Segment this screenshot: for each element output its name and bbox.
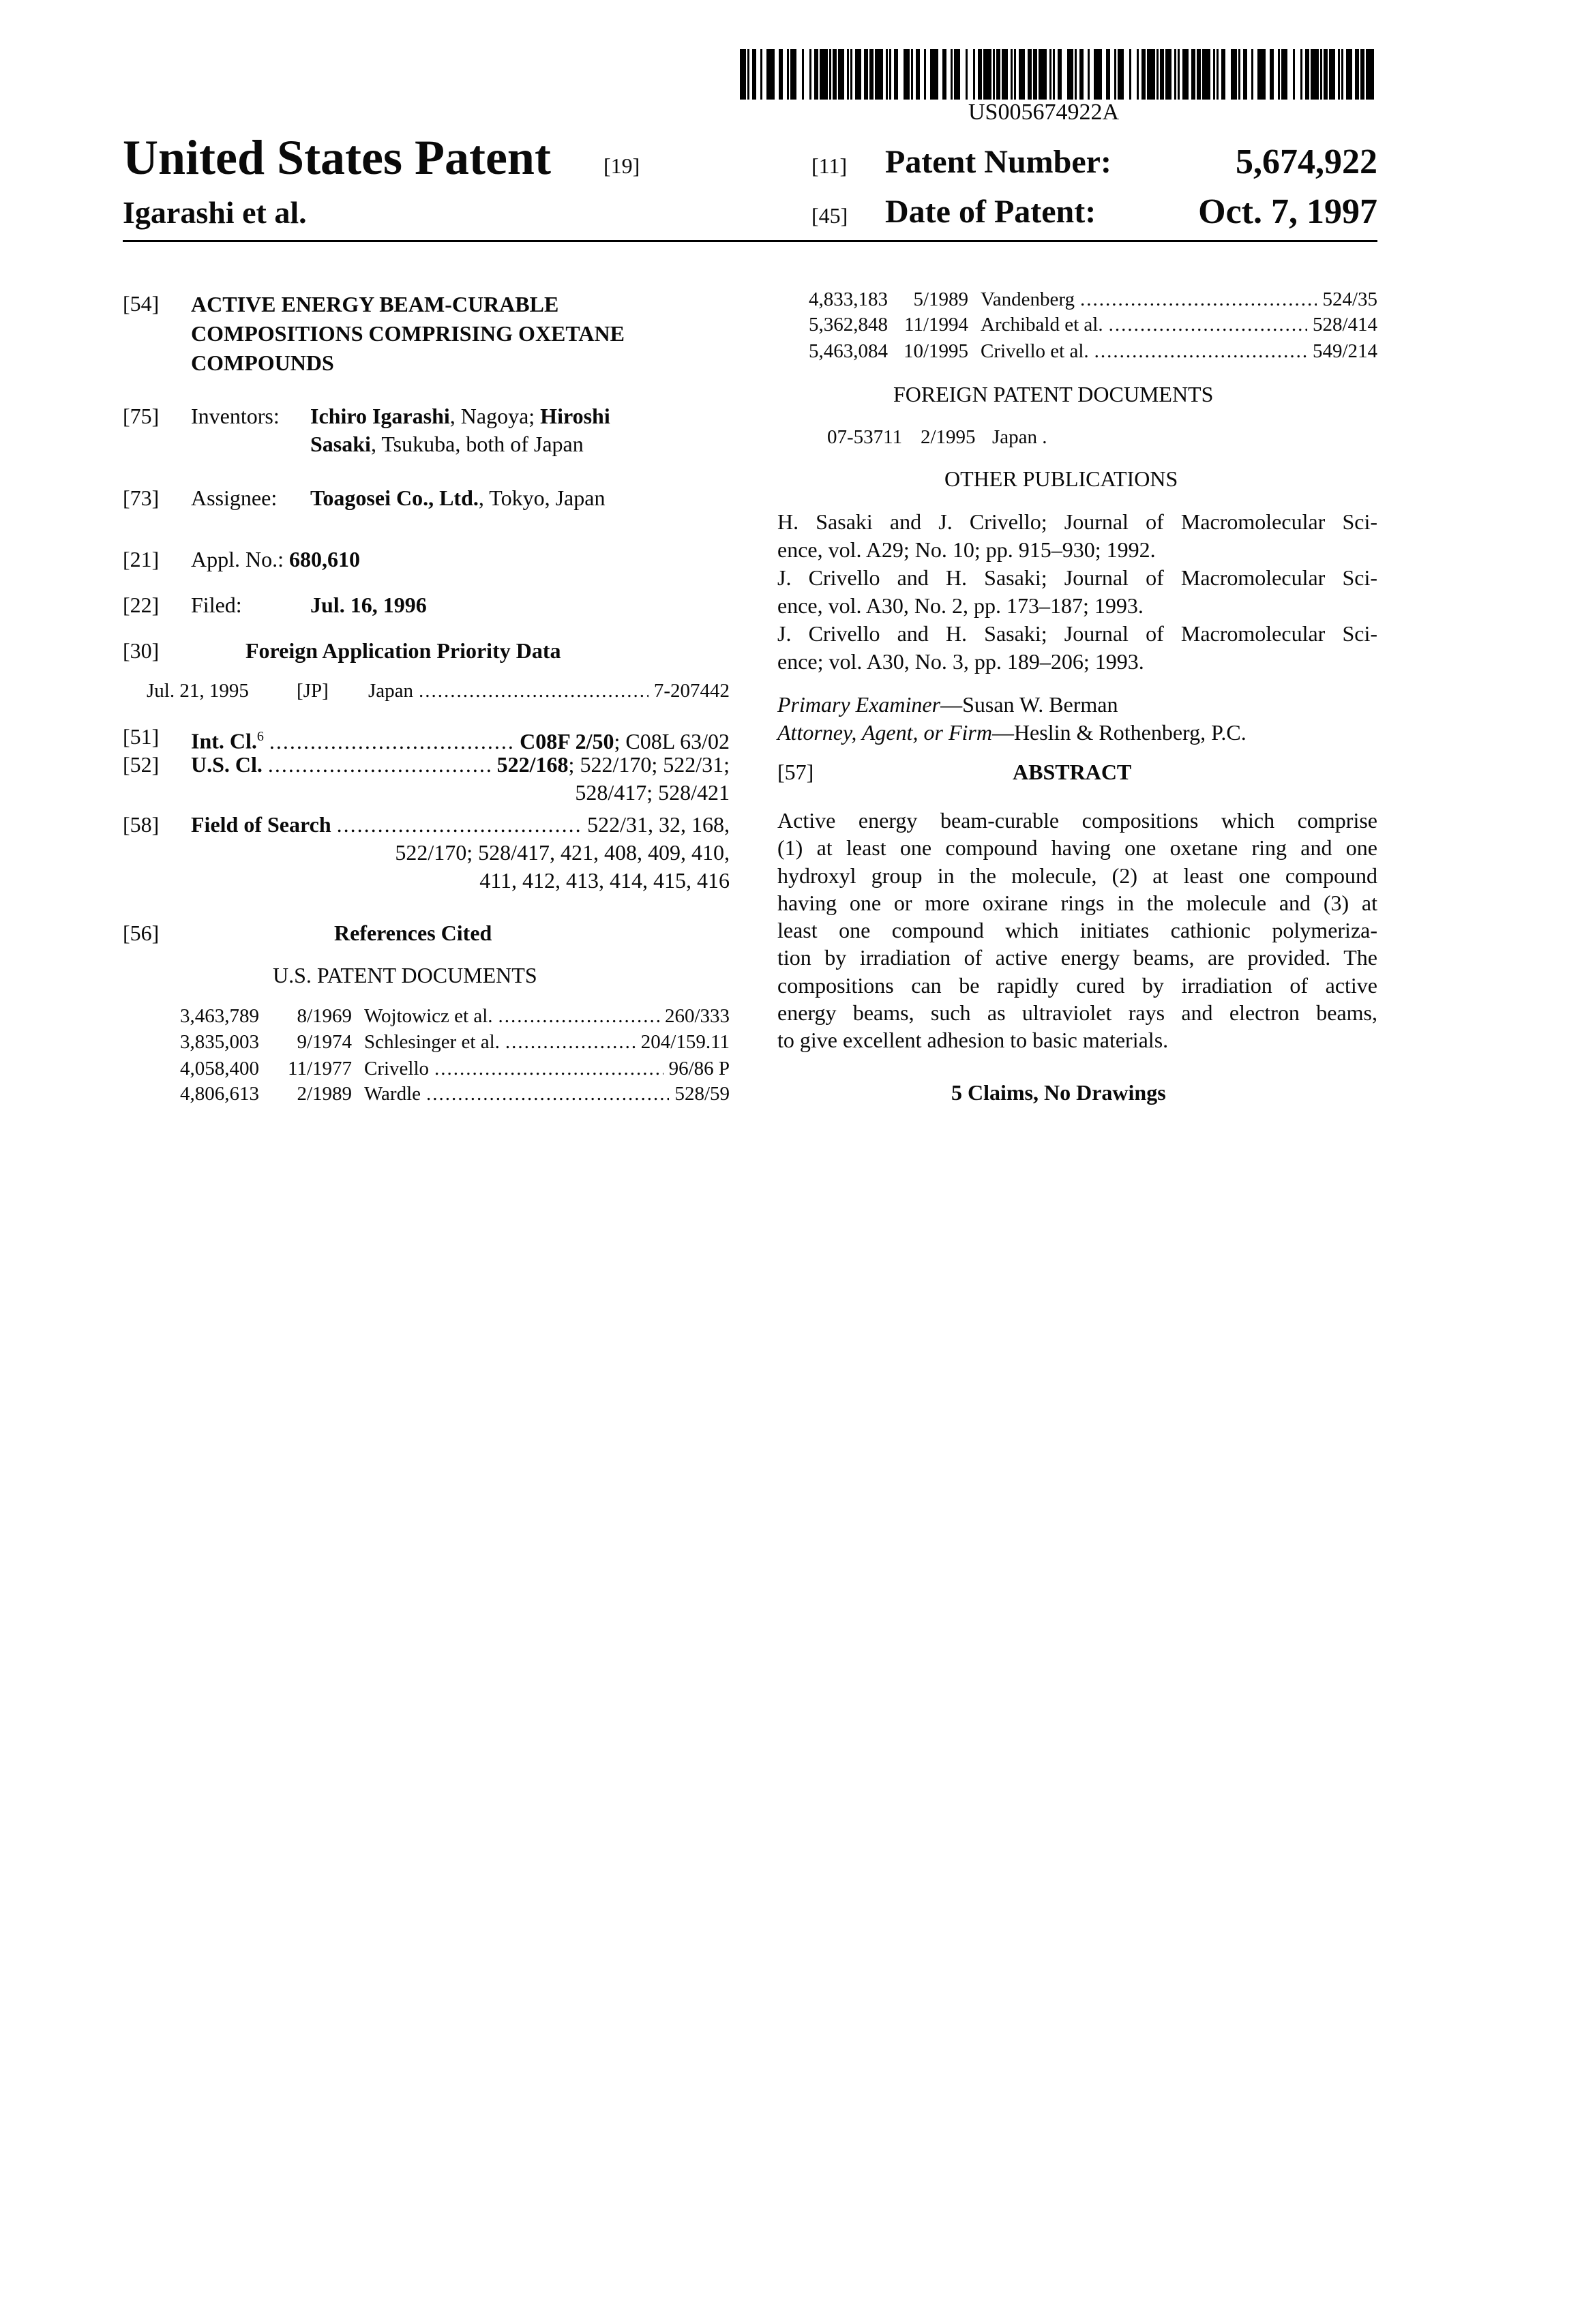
reference-row (150, 1081, 730, 1107)
search-label: Field of Search (191, 811, 331, 839)
inventors-code: [75] (123, 402, 159, 430)
barcode-bar (1156, 49, 1159, 100)
inventor-name: Hiroshi (540, 404, 610, 428)
barcode-bar (951, 49, 953, 100)
intcl-main: C08F 2/50 (520, 728, 614, 756)
barcode-bar (1033, 49, 1037, 100)
abstract-line: hydroxyl group in the molecule, (2) at least one compound (777, 862, 1377, 889)
reference-row (150, 1003, 730, 1029)
filed-code: [22] (123, 591, 159, 619)
invention-title (191, 290, 625, 378)
reference-row (150, 1056, 730, 1082)
foreign-heading: FOREIGN PATENT DOCUMENTS (893, 381, 1213, 408)
examiner (777, 691, 1118, 719)
barcode-bar (752, 49, 756, 100)
examiner-name: —Susan W. Berman (940, 692, 1118, 717)
reference-number: 5,362,848 (777, 312, 888, 338)
barcode-bar (1270, 49, 1274, 100)
reference-date: 11/1977 (259, 1056, 352, 1082)
barcode-bar (1329, 49, 1335, 100)
barcode-bar (1197, 49, 1201, 100)
uscl-label: U.S. Cl. (191, 751, 263, 779)
barcode-bar (1002, 49, 1008, 100)
assignee-code: [73] (123, 484, 159, 512)
refs-heading: References Cited (334, 919, 492, 947)
barcode-bar (833, 49, 837, 100)
reference-class: 96/86 P (669, 1056, 730, 1082)
patent-number-code: [11] (811, 153, 847, 179)
reference-number: 4,806,613 (150, 1081, 259, 1107)
dot-leader (419, 678, 648, 704)
priority-number: 7-207442 (654, 678, 730, 704)
barcode-bar (1238, 49, 1240, 100)
barcode-bar (1178, 49, 1180, 100)
abstract-code: [57] (777, 758, 814, 786)
intcl-edition: 6 (257, 729, 264, 744)
barcode-bar (875, 49, 883, 100)
dot-leader (1094, 338, 1307, 364)
date-code: [45] (811, 203, 848, 228)
barcode-bar (1355, 49, 1359, 100)
barcode-bar (1251, 49, 1253, 100)
publication-line: ence, vol. A30, No. 2, pp. 173–187; 1993. (777, 592, 1377, 620)
abstract-line: compositions can be rapidly cured by irradiation of active (777, 972, 1377, 999)
dot-leader (505, 1029, 636, 1055)
search-row (191, 811, 730, 839)
barcode-bar (1243, 49, 1247, 100)
barcode-bar (1014, 49, 1016, 100)
barcode-bar (978, 49, 982, 100)
appl-code: [21] (123, 546, 159, 573)
uscl-row (191, 751, 730, 779)
priority-date: Jul. 21, 1995 (147, 678, 297, 704)
reference-name: Archibald et al. (981, 312, 1103, 338)
barcode-bar (993, 49, 995, 100)
barcode-bar (1049, 49, 1051, 100)
reference-row (777, 338, 1377, 364)
barcode-bar (911, 49, 913, 100)
reference-class: 528/59 (674, 1081, 730, 1107)
barcode-bar (1141, 49, 1146, 100)
reference-number: 4,058,400 (150, 1056, 259, 1082)
barcode-bar (1067, 49, 1073, 100)
attorney (777, 719, 1247, 747)
reference-class: 260/333 (665, 1003, 730, 1029)
barcode-bar (1079, 49, 1084, 100)
abstract-line: Active energy beam-curable compositions which comprise (777, 807, 1377, 834)
search-line1: 522/31, 32, 168, (587, 811, 730, 839)
dot-leader (434, 1056, 663, 1082)
barcode-bar (1338, 49, 1340, 100)
title-code-54: [54] (123, 290, 159, 318)
reference-number: 3,835,003 (150, 1029, 259, 1055)
appl (191, 546, 360, 573)
inventor-city: , Nagoya; (450, 404, 540, 428)
barcode-bar (1053, 49, 1055, 100)
barcode-bar (1346, 49, 1352, 100)
filed-date: Jul. 16, 1996 (310, 591, 427, 619)
patent-number: 5,674,922 (1236, 142, 1377, 182)
barcode-bar (1019, 49, 1025, 100)
search-code: [58] (123, 811, 159, 839)
barcode-bar (1147, 49, 1155, 100)
barcode-bar (779, 49, 783, 100)
foreign-date: 2/1995 (921, 424, 976, 450)
barcode-bar (809, 49, 811, 100)
barcode-bar (1320, 49, 1322, 100)
reference-row (777, 312, 1377, 338)
barcode-bar (1221, 49, 1225, 100)
barcode-bar (1182, 49, 1189, 100)
barcode-bar (1088, 49, 1090, 100)
header-rule (123, 240, 1377, 242)
inventors-line2 (310, 430, 584, 458)
patent-date: Oct. 7, 1997 (1198, 192, 1377, 232)
barcode-bar (1231, 49, 1237, 100)
reference-class: 528/414 (1313, 312, 1377, 338)
inventor-city: , Tsukuba, both of Japan (371, 432, 584, 456)
reference-date: 8/1969 (259, 1003, 352, 1029)
reference-class: 204/159.11 (641, 1029, 730, 1055)
barcode-bar (864, 49, 868, 100)
publication-line: J. Crivello and H. Sasaki; Journal of Macromolecular Sci- (777, 564, 1377, 592)
priority-heading: Foreign Application Priority Data (245, 637, 561, 665)
barcode-bar (1094, 49, 1102, 100)
priority-row (147, 678, 730, 704)
appl-label: Appl. No.: (191, 547, 284, 571)
title-code: [19] (603, 153, 640, 179)
barcode-bar (1106, 49, 1110, 100)
filed-label: Filed: (191, 591, 242, 619)
uscl-code: [52] (123, 751, 159, 779)
uscl-main: 522/168 (497, 751, 569, 779)
barcode-bar (1039, 49, 1047, 100)
publication-line: ence; vol. A30, No. 3, pp. 189–206; 1993. (777, 648, 1377, 676)
barcode-bar (760, 49, 762, 100)
barcode-bar (1058, 49, 1062, 100)
barcode-bar (924, 49, 926, 100)
dot-leader (1109, 312, 1307, 338)
reference-date: 10/1995 (888, 338, 968, 364)
barcode-bar (983, 49, 991, 100)
barcode-bar (1281, 49, 1287, 100)
barcode-bar (1118, 49, 1124, 100)
barcode-bar (787, 49, 789, 100)
barcode-bar (740, 49, 746, 100)
dot-leader (337, 811, 582, 839)
barcode-bar (1360, 49, 1364, 100)
attorney-name: —Heslin & Rothenberg, P.C. (992, 720, 1247, 745)
barcode-bar (904, 49, 910, 100)
patent-title: United States Patent (123, 130, 551, 186)
barcode-bar (1213, 49, 1215, 100)
reference-name: Vandenberg (981, 286, 1075, 312)
publication-line: ence, vol. A29; No. 10; pp. 915–930; 1992. (777, 536, 1377, 564)
search-line3: 411, 412, 413, 414, 415, 416 (479, 867, 730, 895)
publication-line: J. Crivello and H. Sasaki; Journal of Macromolecular Sci- (777, 620, 1377, 648)
barcode-bar (1028, 49, 1032, 100)
barcode-bar (1174, 49, 1176, 100)
priority-code: [30] (123, 637, 159, 665)
barcode-bar (802, 49, 804, 100)
date-label: Date of Patent: (885, 193, 1096, 230)
claims-summary: 5 Claims, No Drawings (951, 1079, 1166, 1107)
appl-number: 680,610 (289, 547, 360, 571)
barcode-bar (847, 49, 849, 100)
reference-number: 5,463,084 (777, 338, 888, 364)
title-line: COMPOUNDS (191, 348, 625, 378)
barcode-bar (1129, 49, 1131, 100)
reference-name: Schlesinger et al. (364, 1029, 500, 1055)
abstract-heading: ABSTRACT (1013, 758, 1131, 786)
inventors-label: Inventors: (191, 402, 280, 430)
barcode-bar (1114, 49, 1116, 100)
reference-date: 2/1989 (259, 1081, 352, 1107)
dot-leader (268, 751, 492, 779)
abstract-body (777, 807, 1377, 1054)
title-line: ACTIVE ENERGY BEAM-CURABLE (191, 290, 625, 319)
barcode-bar (1300, 49, 1302, 100)
barcode-bar (954, 49, 960, 100)
intcl-rest: ; C08L 63/02 (614, 728, 730, 756)
refs-code: [56] (123, 919, 159, 947)
assignee-name: Toagosei Co., Ltd. (310, 486, 479, 510)
priority-country: Japan (368, 678, 413, 704)
barcode-bar (973, 49, 975, 100)
barcode-bar (889, 49, 891, 100)
reference-class: 524/35 (1322, 286, 1377, 312)
reference-date: 11/1994 (888, 312, 968, 338)
dot-leader (498, 1003, 659, 1029)
barcode-bar (820, 49, 828, 100)
barcode-bar (1366, 49, 1374, 100)
examiner-label: Primary Examiner (777, 692, 940, 717)
barcode-bar (1217, 49, 1219, 100)
reference-date: 9/1974 (259, 1029, 352, 1055)
barcode-bar (1165, 49, 1171, 100)
reference-number: 4,833,183 (777, 286, 888, 312)
abstract-line: to give excellent adhesion to basic materials. (777, 1026, 1377, 1054)
barcode-bar (814, 49, 818, 100)
other-heading: OTHER PUBLICATIONS (944, 465, 1178, 493)
uscl-rest: ; 522/170; 522/31; (569, 751, 730, 779)
barcode-text: US005674922A (968, 100, 1119, 125)
barcode-bar (850, 49, 852, 100)
inventor-name: Sasaki (310, 432, 371, 456)
barcode-bar (942, 49, 946, 100)
assignee-label: Assignee: (191, 484, 277, 512)
barcode-bar (766, 49, 775, 100)
patent-number-label: Patent Number: (885, 143, 1111, 181)
barcode-bar (1305, 49, 1309, 100)
barcode-bar (1278, 49, 1280, 100)
barcode-bar (1137, 49, 1139, 100)
publications (777, 508, 1377, 676)
publication-line: H. Sasaki and J. Crivello; Journal of Macromolecular Sci- (777, 508, 1377, 536)
barcode-bar (1202, 49, 1210, 100)
intcl-code: [51] (123, 723, 159, 751)
barcode-bar (790, 49, 796, 100)
reference-number: 3,463,789 (150, 1003, 259, 1029)
reference-date: 5/1989 (888, 286, 968, 312)
barcode-bar (855, 49, 861, 100)
uscl-line2: 528/417; 528/421 (575, 779, 730, 807)
barcode-bar (838, 49, 844, 100)
barcode-bar (1341, 49, 1343, 100)
foreign-country: Japan . (992, 424, 1047, 450)
abstract-line: tion by irradiation of active energy beams, are provided. The (777, 944, 1377, 971)
barcode-bar (996, 49, 1000, 100)
inventor-name: Ichiro Igarashi (310, 404, 450, 428)
us-docs-heading: U.S. PATENT DOCUMENTS (273, 962, 537, 989)
barcode-bar (1293, 49, 1295, 100)
barcode-bar (1257, 49, 1266, 100)
reference-row (777, 286, 1377, 312)
intcl-label-text: Int. Cl. (191, 729, 257, 754)
reference-class: 549/214 (1313, 338, 1377, 364)
abstract-line: having one or more oxirane rings in the molecule and (3) at (777, 889, 1377, 917)
barcode-bar (886, 49, 888, 100)
reference-row (150, 1029, 730, 1055)
title-line: COMPOSITIONS COMPRISING OXETANE (191, 319, 625, 348)
barcode-bar (916, 49, 920, 100)
barcode-bar (1324, 49, 1328, 100)
dot-leader (1080, 286, 1317, 312)
barcode-bar (747, 49, 749, 100)
barcode-bar (1011, 49, 1013, 100)
barcode-bar (1311, 49, 1319, 100)
barcode-bar (829, 49, 831, 100)
barcode (740, 49, 1377, 100)
reference-name: Wardle (364, 1081, 421, 1107)
reference-name: Crivello (364, 1056, 429, 1082)
priority-cc: [JP] (297, 678, 368, 704)
barcode-bar (930, 49, 938, 100)
abstract-line: (1) at least one compound having one oxetane ring and one (777, 834, 1377, 861)
barcode-bar (1160, 49, 1164, 100)
dot-leader (426, 1081, 669, 1107)
barcode-bar (869, 49, 874, 100)
foreign-number: 07-53711 (827, 424, 902, 450)
inventors-line1 (310, 402, 610, 430)
inventor-short: Igarashi et al. (123, 194, 307, 230)
assignee-city: , Tokyo, Japan (479, 486, 606, 510)
barcode-bar (1075, 49, 1077, 100)
barcode-bar (894, 49, 898, 100)
reference-name: Wojtowicz et al. (364, 1003, 493, 1029)
barcode-bar (966, 49, 968, 100)
barcode-bar (1191, 49, 1195, 100)
attorney-label: Attorney, Agent, or Firm (777, 720, 992, 745)
abstract-line: least one compound which initiates cathionic polymeriza- (777, 917, 1377, 944)
search-line2: 522/170; 528/417, 421, 408, 409, 410, (395, 839, 730, 867)
assignee (310, 484, 605, 512)
abstract-line: energy beams, such as ultraviolet rays and electron beams, (777, 999, 1377, 1026)
reference-name: Crivello et al. (981, 338, 1089, 364)
